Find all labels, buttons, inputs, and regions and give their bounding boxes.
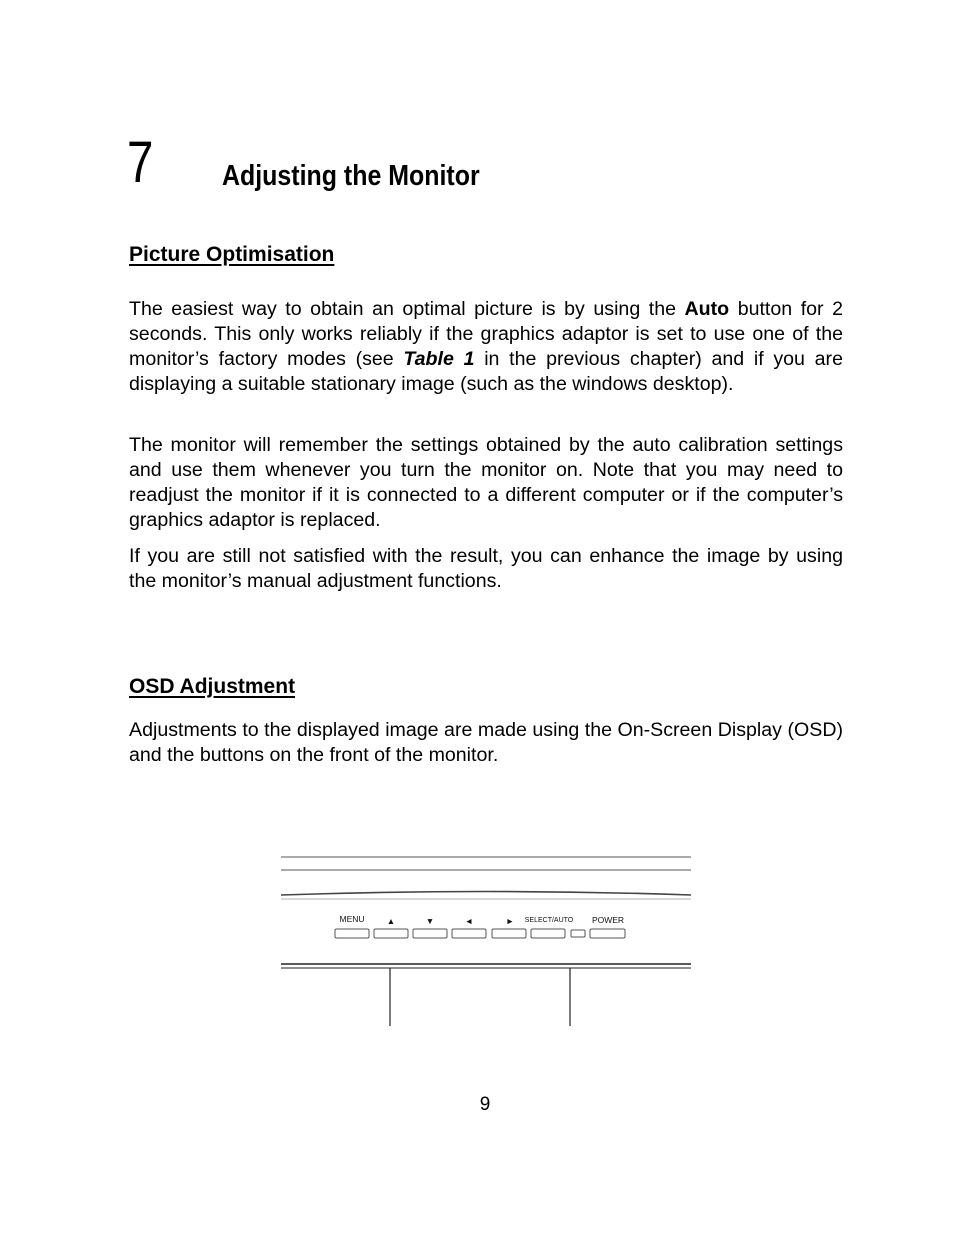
paragraph-auto-button: The easiest way to obtain an optimal picture is by using the Auto button for 2 seconds. This only works reliably if the graphics adaptor is set to use one of the monitor’s factory modes (see Table 1 in the previous chapter) and if you are displaying a suitable stationary image (such as the windows desktop).	[129, 298, 843, 395]
panel-button-menu[interactable]	[335, 929, 369, 938]
panel-label-down: ▼	[425, 916, 435, 926]
power-led-indicator	[571, 930, 585, 937]
panel-button-power[interactable]	[590, 929, 625, 938]
section-heading-picture-optimisation: Picture Optimisation	[129, 243, 335, 266]
section-heading-osd-adjustment: OSD Adjustment	[129, 675, 296, 698]
paragraph-osd-description: Adjustments to the displayed image are made using the On-Screen Display (OSD) and the buttons on the front of the monitor.	[129, 719, 843, 766]
panel-button-left[interactable]	[452, 929, 486, 938]
panel-label-right: ►	[505, 916, 515, 926]
panel-button-select-auto[interactable]	[531, 929, 565, 938]
panel-button-down[interactable]	[413, 929, 447, 938]
panel-label-menu: MENU	[339, 914, 365, 924]
panel-label-power: POWER	[591, 915, 625, 925]
paragraph-manual-adjustment: If you are still not satisfied with the result, you can enhance the image by using the monitor’s manual adjustment functions.	[129, 545, 843, 592]
monitor-button-panel-diagram	[280, 852, 692, 1032]
panel-button-right[interactable]	[492, 929, 526, 938]
paragraph-remember-settings: The monitor will remember the settings obtained by the auto calibration settings and use them whenever you turn the monitor on. Note that you may need to readjust the monitor if it is connected to a different computer or if the computer’s graphics adaptor is replaced.	[129, 434, 843, 531]
chapter-title: Adjusting the Monitor	[222, 160, 480, 192]
panel-button-up[interactable]	[374, 929, 408, 938]
panel-label-left: ◄	[464, 916, 474, 926]
panel-label-up: ▲	[386, 916, 396, 926]
chapter-number: 7	[127, 130, 154, 195]
page-number: 9	[479, 1094, 491, 1115]
panel-label-select-auto: SELECT/AUTO	[524, 917, 574, 924]
